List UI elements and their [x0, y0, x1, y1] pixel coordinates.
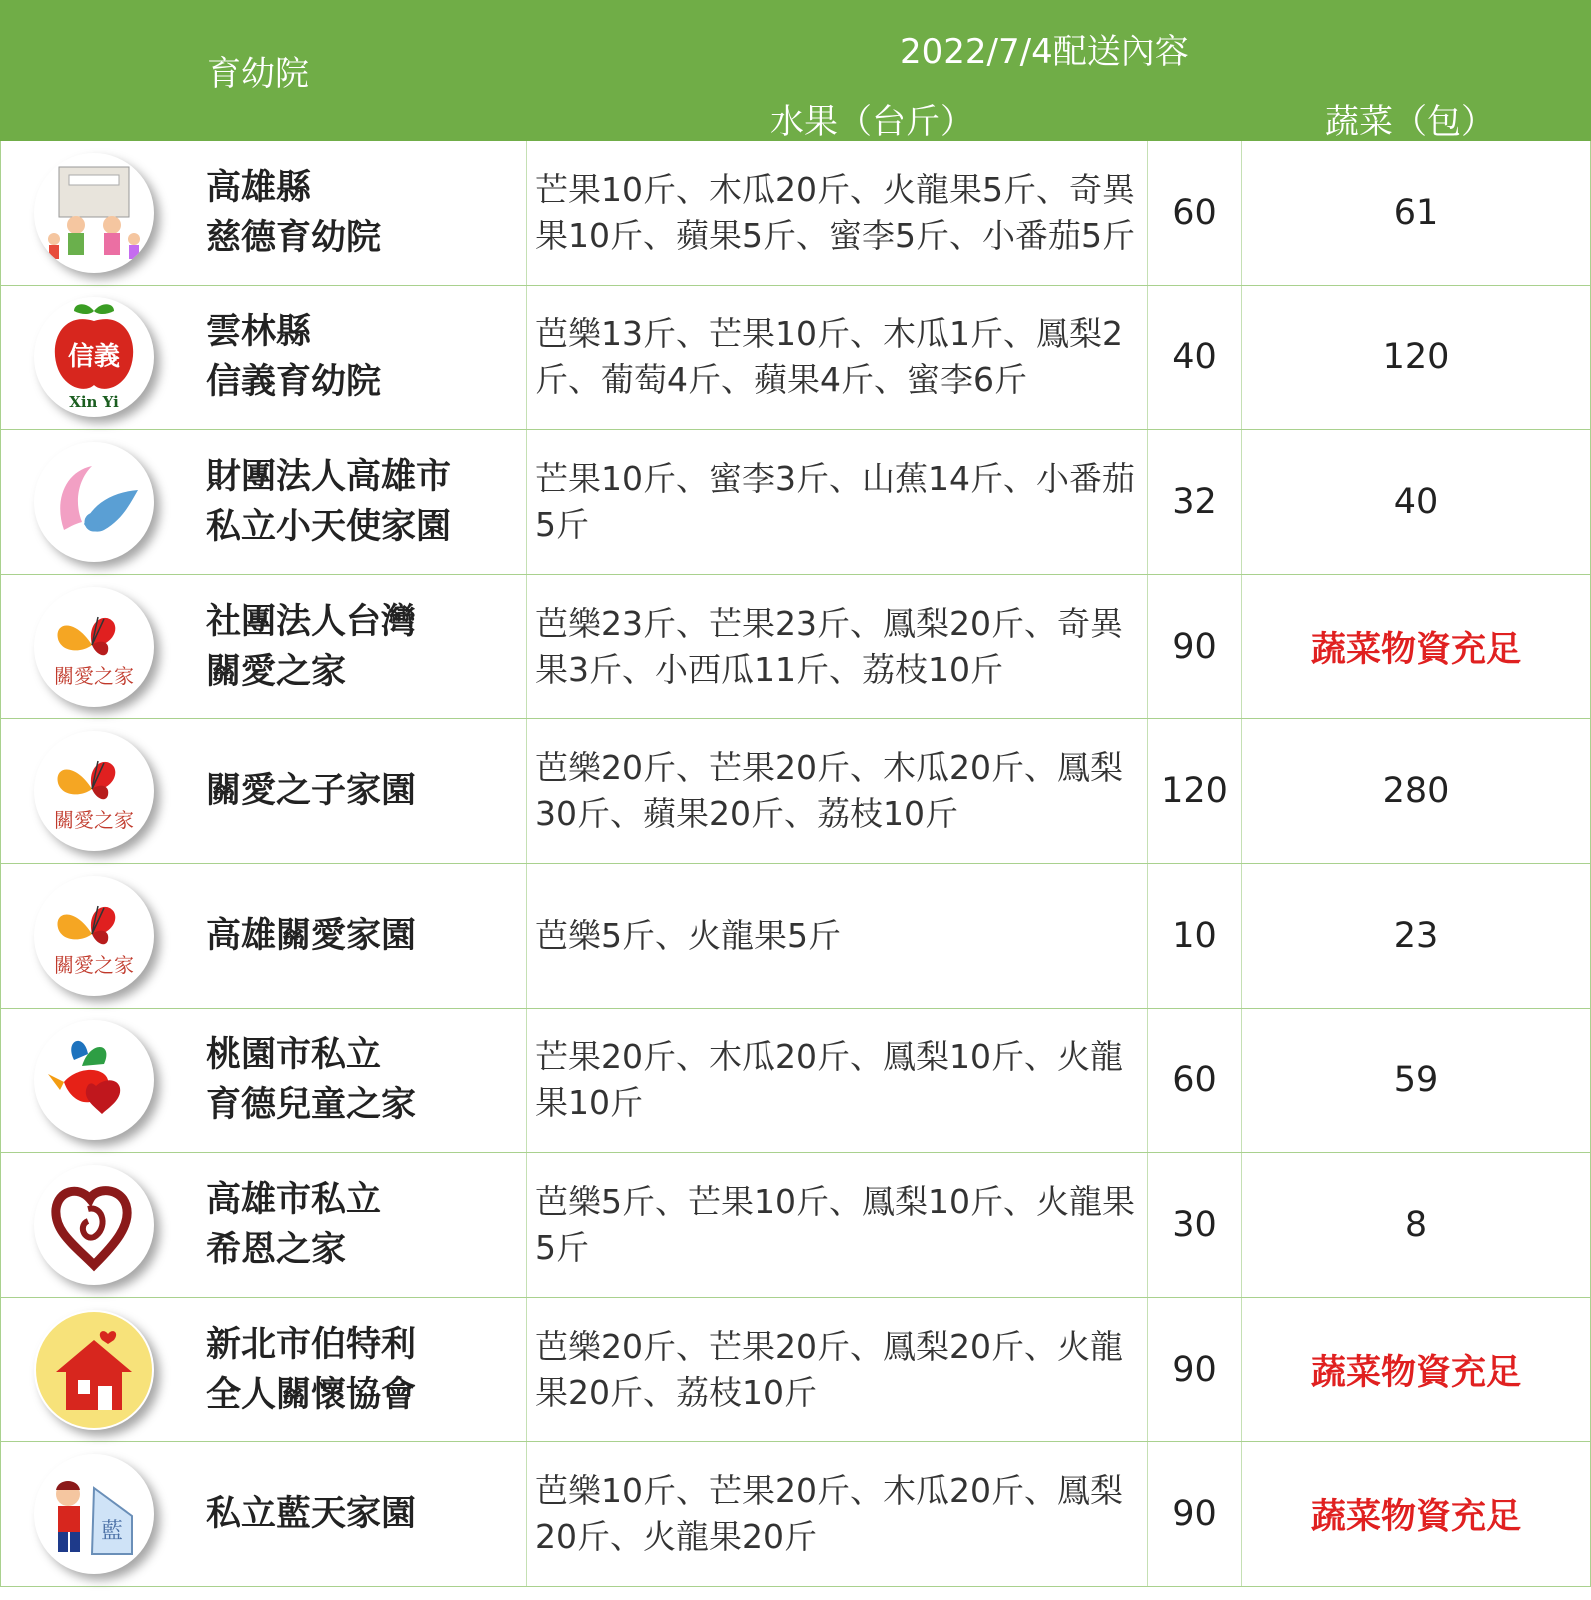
fruit-items: [526, 430, 1147, 574]
org-name: [186, 1009, 526, 1153]
table-row: [0, 1442, 1591, 1587]
svg-text:關愛之家: 關愛之家: [53, 808, 134, 833]
header-fruit-label: 水果（台斤）: [770, 102, 974, 142]
little-angel-logo: [34, 442, 154, 562]
header-org-label: 育幼院: [207, 54, 309, 94]
heart-baby-logo: [34, 1165, 154, 1285]
fruit-items: [526, 719, 1147, 863]
xinyi-apple-logo: [34, 297, 154, 417]
fruit-items-text: 芭樂20斤、芒果20斤、鳳梨20斤、火龍果20斤、荔枝10斤: [535, 1326, 1123, 1412]
fruit-items-text: 芒果20斤、木瓜20斤、鳳梨10斤、火龍果10斤: [535, 1037, 1123, 1123]
org-name-text: 桃園市私立 育德兒童之家: [206, 1035, 417, 1126]
table-row: [0, 719, 1591, 864]
fruit-items-text: 芭樂13斤、芒果10斤、木瓜1斤、鳳梨2斤、葡萄4斤、蘋果4斤、蜜李6斤: [535, 314, 1123, 400]
org-name: [186, 1442, 526, 1586]
bird-heart-logo: [34, 1020, 154, 1140]
table-row: [0, 286, 1591, 431]
org-name: [186, 1298, 526, 1442]
org-name: [186, 864, 526, 1008]
fruit-items-text: 芭樂5斤、芒果10斤、鳳梨10斤、火龍果5斤: [535, 1181, 1135, 1267]
logo-cell: [1, 719, 186, 863]
fruit-items: [526, 575, 1147, 719]
vegetable-count: 61: [1241, 141, 1590, 285]
logo-cell: [1, 1442, 186, 1586]
org-name-text: 財團法人高雄市 私立小天使家園: [206, 456, 452, 547]
fruit-items: [526, 1442, 1147, 1586]
fruit-total: 30: [1147, 1153, 1241, 1297]
org-name-text: 高雄市私立 希恩之家: [206, 1179, 382, 1270]
org-name: [186, 430, 526, 574]
org-name: [186, 719, 526, 863]
house-logo: [34, 1310, 154, 1430]
vegetable-count: 蔬菜物資充足: [1241, 1298, 1590, 1442]
fruit-items-text: 芒果10斤、木瓜20斤、火龍果5斤、奇異果10斤、蘋果5斤、蜜李5斤、小番茄5斤: [535, 169, 1135, 255]
org-name-text: 社團法人台灣 關愛之家: [206, 601, 417, 692]
svg-text:關愛之家: 關愛之家: [53, 663, 134, 688]
org-name: [186, 575, 526, 719]
fruit-total: 60: [1147, 1009, 1241, 1153]
svg-text:Xin Yi: Xin Yi: [68, 393, 119, 412]
fruit-total: 90: [1147, 1442, 1241, 1586]
org-name-text: 私立藍天家園: [206, 1494, 417, 1535]
table-body: [0, 141, 1591, 1587]
org-name-text: 新北市伯特利 全人關懷協會: [206, 1324, 417, 1415]
svg-text:關愛之家: 關愛之家: [53, 952, 134, 977]
blue-sky-logo: [34, 1454, 154, 1574]
butterfly-logo: [34, 587, 154, 707]
org-name-text: 雲林縣 信義育幼院: [206, 312, 382, 403]
fruit-items-text: 芭樂20斤、芒果20斤、木瓜20斤、鳳梨30斤、蘋果20斤、荔枝10斤: [535, 748, 1123, 834]
table-row: [0, 575, 1591, 720]
vegetable-count: 8: [1241, 1153, 1590, 1297]
vegetable-count: 23: [1241, 864, 1590, 1008]
logo-cell: [1, 141, 186, 285]
fruit-total: 90: [1147, 575, 1241, 719]
fruit-total: 40: [1147, 286, 1241, 430]
table-header: [0, 0, 1591, 141]
cide-drawing-logo: [34, 153, 154, 273]
logo-cell: [1, 286, 186, 430]
svg-text:藍: 藍: [100, 1519, 123, 1545]
header-title: 2022/7/4配送內容: [900, 32, 1189, 72]
logo-cell: [1, 1298, 186, 1442]
vegetable-count: 蔬菜物資充足: [1241, 1442, 1590, 1586]
fruit-items-text: 芭樂23斤、芒果23斤、鳳梨20斤、奇異果3斤、小西瓜11斤、荔枝10斤: [535, 603, 1123, 689]
butterfly-logo: [34, 731, 154, 851]
table-row: [0, 430, 1591, 575]
butterfly-logo: [34, 876, 154, 996]
org-name-text: 高雄縣 慈德育幼院: [206, 167, 382, 258]
header-veg-label: 蔬菜（包）: [1325, 102, 1495, 142]
table-row: [0, 864, 1591, 1009]
logo-cell: [1, 1009, 186, 1153]
fruit-items: [526, 1153, 1147, 1297]
fruit-items-text: 芭樂5斤、火龍果5斤: [535, 915, 841, 955]
logo-cell: [1, 1153, 186, 1297]
org-name-text: 關愛之子家園: [206, 771, 417, 812]
fruit-items: [526, 1298, 1147, 1442]
table-row: [0, 1009, 1591, 1154]
fruit-items-text: 芭樂10斤、芒果20斤、木瓜20斤、鳳梨20斤、火龍果20斤: [535, 1471, 1123, 1557]
vegetable-count: 280: [1241, 719, 1590, 863]
fruit-total: 90: [1147, 1298, 1241, 1442]
fruit-items: [526, 864, 1147, 1008]
fruit-items-text: 芒果10斤、蜜李3斤、山蕉14斤、小番茄5斤: [535, 458, 1135, 544]
fruit-items: [526, 141, 1147, 285]
org-name-text: 高雄關愛家園: [206, 915, 417, 956]
fruit-total: 120: [1147, 719, 1241, 863]
fruit-items: [526, 286, 1147, 430]
table-row: [0, 141, 1591, 286]
fruit-total: 10: [1147, 864, 1241, 1008]
vegetable-count: 蔬菜物資充足: [1241, 575, 1590, 719]
logo-cell: [1, 575, 186, 719]
svg-text:信義: 信義: [67, 342, 120, 373]
vegetable-count: 40: [1241, 430, 1590, 574]
table-row: [0, 1153, 1591, 1298]
logo-cell: [1, 864, 186, 1008]
org-name: [186, 286, 526, 430]
fruit-total: 32: [1147, 430, 1241, 574]
org-name: [186, 141, 526, 285]
fruit-items: [526, 1009, 1147, 1153]
vegetable-count: 120: [1241, 286, 1590, 430]
table-row: [0, 1298, 1591, 1443]
org-name: [186, 1153, 526, 1297]
vegetable-count: 59: [1241, 1009, 1590, 1153]
fruit-total: 60: [1147, 141, 1241, 285]
logo-cell: [1, 430, 186, 574]
